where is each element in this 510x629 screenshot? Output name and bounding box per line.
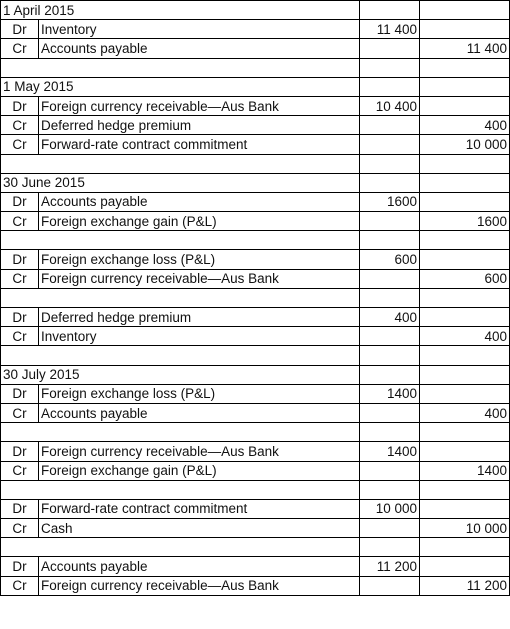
- debit-amount: 1600: [360, 192, 420, 211]
- account-name: Forward-rate contract commitment: [39, 499, 360, 518]
- blank-cell: [1, 538, 360, 557]
- blank-cell: [360, 423, 420, 442]
- credit-amount: 400: [420, 403, 510, 422]
- account-name: Forward-rate contract commitment: [39, 135, 360, 154]
- credit-blank: [420, 1, 510, 20]
- dr-cr-indicator: Cr: [1, 269, 39, 288]
- credit-amount: [420, 20, 510, 39]
- dr-cr-indicator: Cr: [1, 39, 39, 58]
- account-name: Cash: [39, 519, 360, 538]
- dr-cr-indicator: Cr: [1, 212, 39, 231]
- blank-cell: [1, 346, 360, 365]
- blank-cell: [420, 346, 510, 365]
- blank-row: [1, 346, 510, 365]
- journal-body: [1, 1, 510, 596]
- blank-cell: [360, 288, 420, 307]
- debit-amount: 1400: [360, 442, 420, 461]
- credit-amount: 11 200: [420, 576, 510, 595]
- date-row: [1, 1, 510, 20]
- journal-line: [1, 212, 510, 231]
- debit-amount: [360, 327, 420, 346]
- dr-cr-indicator: Dr: [1, 557, 39, 576]
- debit-amount: 11 200: [360, 557, 420, 576]
- dr-cr-indicator: Cr: [1, 576, 39, 595]
- journal-line: [1, 557, 510, 576]
- credit-amount: 400: [420, 116, 510, 135]
- debit-amount: [360, 461, 420, 480]
- account-name: Foreign exchange loss (P&L): [39, 250, 360, 269]
- dr-cr-indicator: Cr: [1, 461, 39, 480]
- debit-amount: [360, 116, 420, 135]
- debit-amount: 400: [360, 308, 420, 327]
- debit-amount: [360, 39, 420, 58]
- debit-amount: [360, 269, 420, 288]
- credit-amount: 1600: [420, 212, 510, 231]
- debit-amount: [360, 212, 420, 231]
- dr-cr-indicator: Dr: [1, 442, 39, 461]
- account-name: Deferred hedge premium: [39, 116, 360, 135]
- debit-amount: [360, 135, 420, 154]
- blank-cell: [1, 480, 360, 499]
- blank-cell: [1, 288, 360, 307]
- credit-blank: [420, 77, 510, 96]
- journal-line: [1, 403, 510, 422]
- debit-blank: [360, 365, 420, 384]
- account-name: Foreign exchange gain (P&L): [39, 212, 360, 231]
- blank-cell: [360, 58, 420, 77]
- blank-cell: [1, 58, 360, 77]
- dr-cr-indicator: Dr: [1, 250, 39, 269]
- blank-cell: [1, 231, 360, 250]
- account-name: Foreign currency receivable—Aus Bank: [39, 269, 360, 288]
- date-row: [1, 173, 510, 192]
- blank-cell: [1, 154, 360, 173]
- journal-line: [1, 116, 510, 135]
- blank-cell: [420, 154, 510, 173]
- account-name: Foreign currency receivable—Aus Bank: [39, 96, 360, 115]
- debit-amount: 600: [360, 250, 420, 269]
- debit-amount: 11 400: [360, 20, 420, 39]
- account-name: Foreign currency receivable—Aus Bank: [39, 576, 360, 595]
- blank-cell: [420, 423, 510, 442]
- journal-line: [1, 269, 510, 288]
- credit-blank: [420, 365, 510, 384]
- account-name: Foreign exchange gain (P&L): [39, 461, 360, 480]
- dr-cr-indicator: Cr: [1, 116, 39, 135]
- journal-line: [1, 461, 510, 480]
- credit-amount: 10 000: [420, 135, 510, 154]
- journal-line: [1, 499, 510, 518]
- credit-amount: [420, 250, 510, 269]
- blank-row: [1, 480, 510, 499]
- debit-blank: [360, 173, 420, 192]
- journal-line: [1, 20, 510, 39]
- credit-amount: [420, 96, 510, 115]
- date-row: [1, 77, 510, 96]
- entry-date: 1 May 2015: [1, 77, 360, 96]
- debit-amount: [360, 576, 420, 595]
- blank-cell: [360, 346, 420, 365]
- account-name: Accounts payable: [39, 39, 360, 58]
- debit-blank: [360, 77, 420, 96]
- debit-amount: 1400: [360, 384, 420, 403]
- account-name: Accounts payable: [39, 403, 360, 422]
- dr-cr-indicator: Dr: [1, 96, 39, 115]
- credit-amount: [420, 442, 510, 461]
- journal-line: [1, 192, 510, 211]
- journal-line: [1, 442, 510, 461]
- dr-cr-indicator: Dr: [1, 192, 39, 211]
- dr-cr-indicator: Cr: [1, 327, 39, 346]
- blank-cell: [360, 480, 420, 499]
- entry-date: 30 June 2015: [1, 173, 360, 192]
- journal-line: [1, 327, 510, 346]
- credit-blank: [420, 173, 510, 192]
- dr-cr-indicator: Dr: [1, 499, 39, 518]
- blank-cell: [360, 538, 420, 557]
- blank-cell: [360, 231, 420, 250]
- blank-cell: [420, 231, 510, 250]
- dr-cr-indicator: Dr: [1, 308, 39, 327]
- blank-row: [1, 231, 510, 250]
- dr-cr-indicator: Dr: [1, 384, 39, 403]
- blank-cell: [360, 154, 420, 173]
- blank-cell: [420, 288, 510, 307]
- account-name: Foreign exchange loss (P&L): [39, 384, 360, 403]
- credit-amount: [420, 499, 510, 518]
- date-row: [1, 365, 510, 384]
- journal-line: [1, 96, 510, 115]
- blank-row: [1, 288, 510, 307]
- credit-amount: [420, 308, 510, 327]
- blank-row: [1, 423, 510, 442]
- dr-cr-indicator: Cr: [1, 135, 39, 154]
- dr-cr-indicator: Dr: [1, 20, 39, 39]
- account-name: Accounts payable: [39, 557, 360, 576]
- journal-line: [1, 576, 510, 595]
- credit-amount: [420, 384, 510, 403]
- debit-amount: 10 000: [360, 499, 420, 518]
- blank-cell: [1, 423, 360, 442]
- credit-amount: [420, 192, 510, 211]
- journal-line: [1, 135, 510, 154]
- account-name: Inventory: [39, 20, 360, 39]
- blank-row: [1, 538, 510, 557]
- dr-cr-indicator: Cr: [1, 403, 39, 422]
- journal-line: [1, 384, 510, 403]
- credit-amount: 400: [420, 327, 510, 346]
- blank-row: [1, 154, 510, 173]
- blank-cell: [420, 480, 510, 499]
- journal-line: [1, 250, 510, 269]
- blank-cell: [420, 58, 510, 77]
- journal-line: [1, 519, 510, 538]
- credit-amount: 11 400: [420, 39, 510, 58]
- blank-row: [1, 58, 510, 77]
- credit-amount: 600: [420, 269, 510, 288]
- account-name: Inventory: [39, 327, 360, 346]
- credit-amount: 1400: [420, 461, 510, 480]
- credit-amount: [420, 557, 510, 576]
- debit-amount: 10 400: [360, 96, 420, 115]
- debit-blank: [360, 1, 420, 20]
- credit-amount: 10 000: [420, 519, 510, 538]
- account-name: Accounts payable: [39, 192, 360, 211]
- dr-cr-indicator: Cr: [1, 519, 39, 538]
- debit-amount: [360, 403, 420, 422]
- debit-amount: [360, 519, 420, 538]
- account-name: Deferred hedge premium: [39, 308, 360, 327]
- journal-line: [1, 308, 510, 327]
- entry-date: 1 April 2015: [1, 1, 360, 20]
- account-name: Foreign currency receivable—Aus Bank: [39, 442, 360, 461]
- journal-line: [1, 39, 510, 58]
- blank-cell: [420, 538, 510, 557]
- entry-date: 30 July 2015: [1, 365, 360, 384]
